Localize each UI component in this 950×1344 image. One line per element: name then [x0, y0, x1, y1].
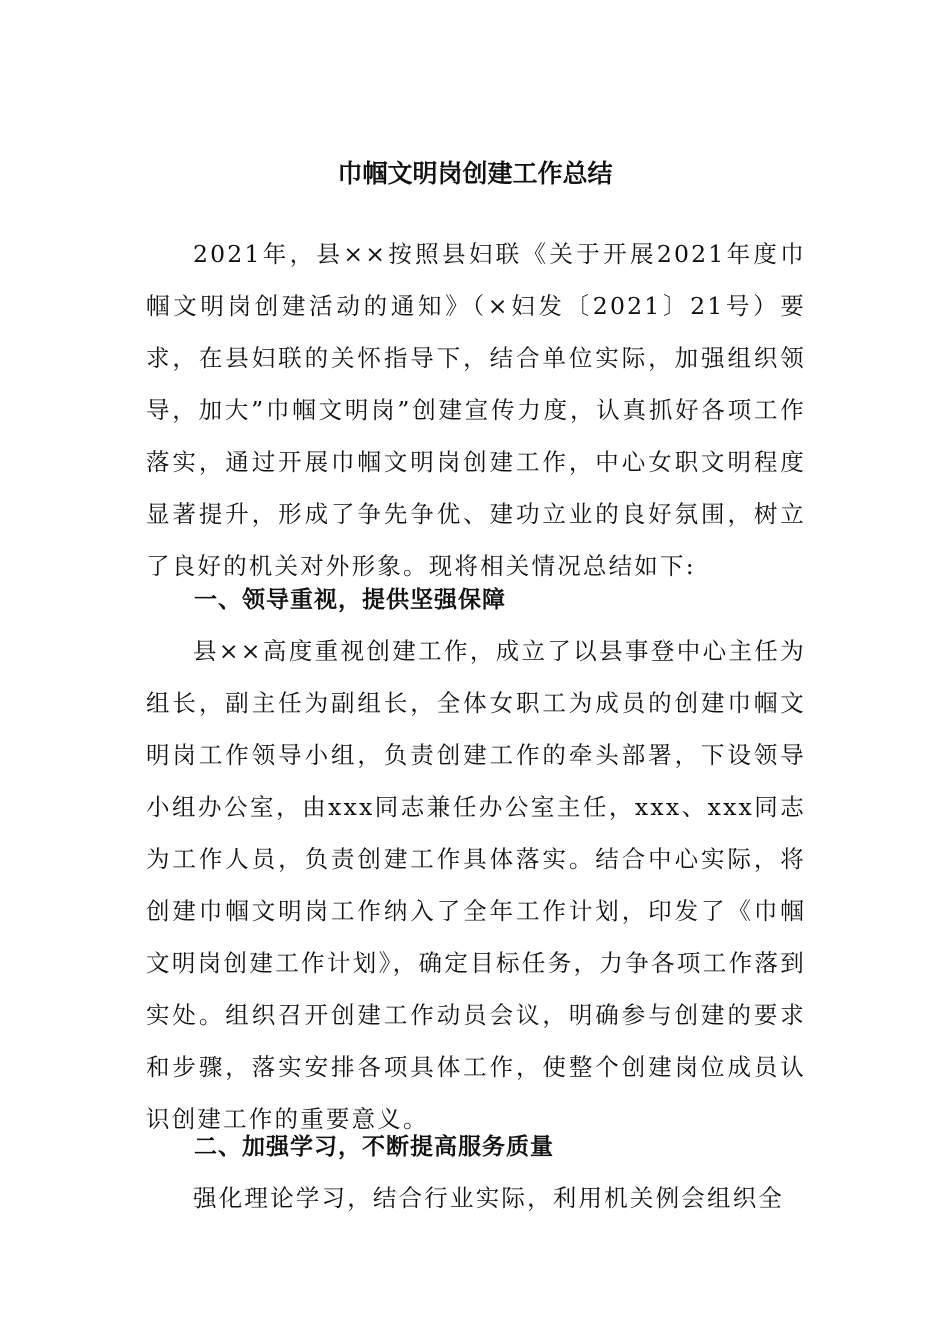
- section-1-paragraph: 县××高度重视创建工作，成立了以县事登中心主任为组长，副主任为副组长，全体女职工为成员的创建巾帼文明岗工作领导小组，负责创建工作的牵头部署，下设领导小组办公室，由xxx同志兼任办公室主任，xxx、xxx同志为工作人员，负责创建工作具体落实。结合中心实际，将创建巾帼文明岗工作纳入了全年工作计划，印发了《巾帼文明岗创建工作计划》，确定目标任务，力争各项工作落到实处。组织召开创建工作动员会议，明确参与创建的要求和步骤，落实安排各项具体工作，使整个创建岗位成员认识创建工作的重要意义。: [146, 637, 806, 1133]
- intro-paragraph: 2021年，县××按照县妇联《关于开展2021年度巾帼文明岗创建活动的通知》（×妇发〔2021〕21号）要求，在县妇联的关怀指导下，结合单位实际，加强组织领导，加大”巾帼文明岗”创建宣传力度，认真抓好各项工作落实，通过开展巾帼文明岗创建工作，中心女职文明程度显著提升，形成了争先争优、建功立业的良好氛围，树立了良好的机关对外形象。现将相关情况总结如下:: [146, 240, 806, 580]
- section-1-heading: 一、领导重视，提供坚强保障: [194, 587, 506, 613]
- document-title: 巾帼文明岗创建工作总结: [337, 159, 613, 188]
- section-2-paragraph: 强化理论学习，结合行业实际，利用机关例会组织全: [193, 1184, 785, 1212]
- section-2-heading: 二、加强学习，不断提高服务质量: [194, 1134, 554, 1160]
